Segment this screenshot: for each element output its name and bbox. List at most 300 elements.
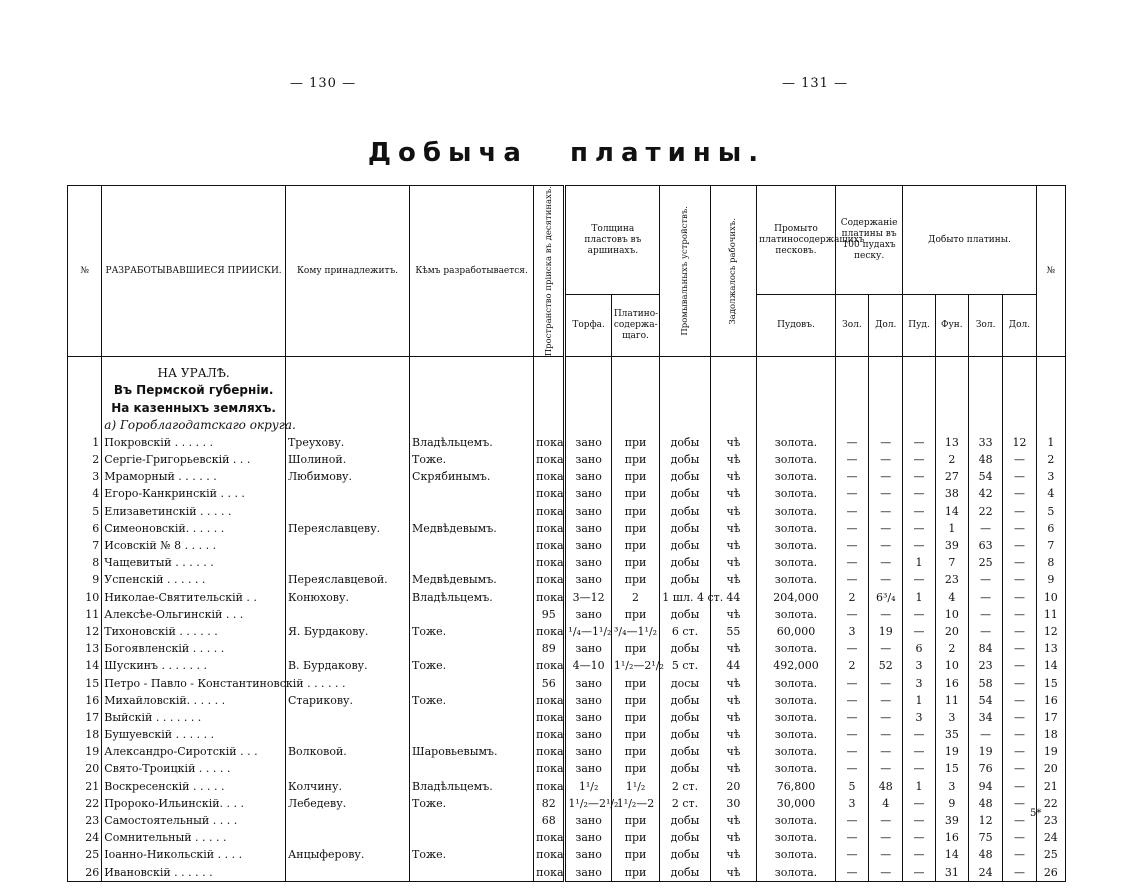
area: пока [534,847,565,864]
content-dol: — [869,726,903,743]
mined-dol: — [1003,503,1036,520]
worker: Медвѣдевымъ. [410,572,534,589]
mined-zol: 48 [968,795,1002,812]
row-number-right: 9 [1036,572,1065,589]
area: 95 [534,606,565,623]
peat-thickness: зано [565,503,611,520]
content-zol: — [835,468,868,485]
worker [410,486,534,503]
mined-dol: — [1003,812,1036,829]
devices: 6 ст. [660,623,710,640]
header-dol2: Дол. [1003,295,1036,357]
plat-thickness: 1¹/₂—2¹/₂ [611,657,659,674]
mined-dol: — [1003,520,1036,537]
poods-washed: золота. [757,743,836,760]
poods-washed: золота. [757,451,836,468]
mine-name: Сергіе-Григорьевскій . . . [102,451,286,468]
owner: Конюхову. [285,589,409,606]
content-zol: 5 [835,778,868,795]
header-workers: Задолжалось рабочихъ. [710,186,756,357]
mined-pud: 1 [903,778,935,795]
table-row [68,468,1066,485]
content-dol: — [869,864,903,882]
row-number: 5 [68,503,102,520]
peat-thickness: зано [565,743,611,760]
content-zol: 3 [835,795,868,812]
table-row [68,864,1066,882]
mined-fun: 19 [935,743,968,760]
owner [285,709,409,726]
table-row [68,486,1066,503]
area: пока [534,829,565,846]
mined-fun: 7 [935,554,968,571]
plat-thickness: при [611,554,659,571]
devices: добы [660,606,710,623]
worker: Тоже. [410,623,534,640]
area: пока [534,589,565,606]
plat-thickness: ³/₄—1¹/₂ [611,623,659,640]
plat-thickness: 1¹/₂—2 [611,795,659,812]
page-title: Добыча платины. [367,138,766,168]
content-dol: — [869,554,903,571]
plat-thickness: при [611,486,659,503]
area: пока [534,692,565,709]
plat-thickness: при [611,675,659,692]
row-number-right: 4 [1036,486,1065,503]
mined-fun: 39 [935,812,968,829]
content-zol: — [835,692,868,709]
mined-pud: — [903,743,935,760]
mine-name: Николае-Святительскій . . [102,589,286,606]
row-number: 25 [68,847,102,864]
plat-thickness: при [611,640,659,657]
mined-pud: — [903,572,935,589]
row-number-right: 16 [1036,692,1065,709]
mined-dol: — [1003,692,1036,709]
mined-fun: 2 [935,640,968,657]
row-number: 14 [68,657,102,674]
poods-washed: золота. [757,537,836,554]
plat-thickness: при [611,761,659,778]
mine-name: Михайловскій. . . . . . [102,692,286,709]
poods-washed: 76,800 [757,778,836,795]
owner: Колчину. [285,778,409,795]
mined-fun: 16 [935,675,968,692]
mined-fun: 20 [935,623,968,640]
content-zol: — [835,486,868,503]
workers: чѣ [710,503,756,520]
mined-pud: — [903,847,935,864]
mined-dol: — [1003,468,1036,485]
content-zol: — [835,743,868,760]
poods-washed: золота. [757,640,836,657]
peat-thickness: 1¹/₂ [565,778,611,795]
workers: 30 [710,795,756,812]
row-number-right: 2 [1036,451,1065,468]
owner [285,829,409,846]
area: пока [534,451,565,468]
mined-fun: 15 [935,761,968,778]
workers: чѣ [710,761,756,778]
area: пока [534,761,565,778]
mined-fun: 39 [935,537,968,554]
content-zol: — [835,434,868,451]
peat-thickness: зано [565,434,611,451]
mined-pud: — [903,829,935,846]
row-number: 15 [68,675,102,692]
worker: Медвѣдевымъ. [410,520,534,537]
content-zol: — [835,554,868,571]
row-number-right: 17 [1036,709,1065,726]
worker: Тоже. [410,657,534,674]
poods-washed: 30,000 [757,795,836,812]
plat-thickness: при [611,692,659,709]
workers: чѣ [710,829,756,846]
mined-fun: 16 [935,829,968,846]
devices: добы [660,640,710,657]
mined-dol: 12 [1003,434,1036,451]
mined-fun: 35 [935,726,968,743]
section-heading: а) Гороблагодатскаго округа. [102,417,286,434]
mine-name: Мраморный . . . . . . [102,468,286,485]
table-row [68,434,1066,451]
plat-thickness: при [611,847,659,864]
poods-washed: золота. [757,503,836,520]
row-number-right: 12 [1036,623,1065,640]
worker [410,761,534,778]
mined-fun: 10 [935,606,968,623]
mined-zol: — [968,606,1002,623]
mine-name: Ивановскій . . . . . . [102,864,286,882]
workers: чѣ [710,572,756,589]
workers: чѣ [710,451,756,468]
mined-dol: — [1003,726,1036,743]
worker [410,640,534,657]
owner: Переяславцевой. [285,572,409,589]
owner: Треухову. [285,434,409,451]
mine-name: Симеоновскій. . . . . . [102,520,286,537]
row-number-right: 5 [1036,503,1065,520]
peat-thickness: зано [565,761,611,778]
peat-thickness: зано [565,451,611,468]
peat-thickness: 4—10 [565,657,611,674]
mined-dol: — [1003,572,1036,589]
content-dol: 19 [869,623,903,640]
content-zol: — [835,829,868,846]
mined-pud: 3 [903,709,935,726]
mined-fun: 14 [935,847,968,864]
mined-fun: 27 [935,468,968,485]
owner [285,726,409,743]
worker [410,675,534,692]
mined-zol: 23 [968,657,1002,674]
table-row [68,503,1066,520]
mined-pud: — [903,864,935,882]
content-dol: — [869,743,903,760]
owner [285,554,409,571]
mine-name: Петро - Павло - Константиновскій . . . . . . [102,675,286,692]
content-zol: — [835,520,868,537]
workers: чѣ [710,434,756,451]
owner: Волковой. [285,743,409,760]
row-number: 19 [68,743,102,760]
mined-dol: — [1003,640,1036,657]
plat-thickness: при [611,434,659,451]
mined-zol: 84 [968,640,1002,657]
devices: добы [660,503,710,520]
row-number: 1 [68,434,102,451]
content-zol: — [835,572,868,589]
plat-thickness: при [611,520,659,537]
header-peat: Торфа. [565,295,611,357]
workers: 55 [710,623,756,640]
header-washed: Промыто платиносодержащихъ песковъ. [757,186,836,295]
devices: добы [660,726,710,743]
mined-zol: 24 [968,864,1002,882]
worker: Владѣльцемъ. [410,434,534,451]
owner: Старикову. [285,692,409,709]
mined-zol: 12 [968,812,1002,829]
poods-washed: золота. [757,434,836,451]
peat-thickness: зано [565,572,611,589]
section-row [68,365,1066,382]
peat-thickness: зано [565,520,611,537]
row-number: 10 [68,589,102,606]
plat-thickness: при [611,829,659,846]
row-number-right: 22 [1036,795,1065,812]
mined-dol: — [1003,554,1036,571]
worker [410,554,534,571]
row-number-right: 23 [1036,812,1065,829]
peat-thickness: зано [565,554,611,571]
peat-thickness: зано [565,640,611,657]
peat-thickness: ¹/₄—1¹/₂ [565,623,611,640]
mine-name: Сомнительный . . . . . [102,829,286,846]
peat-thickness: зано [565,847,611,864]
owner: В. Бурдакову. [285,657,409,674]
workers: чѣ [710,743,756,760]
platinum-table [67,185,1066,882]
content-dol: — [869,537,903,554]
mined-fun: 23 [935,572,968,589]
mine-name: Самостоятельный . . . . [102,812,286,829]
content-zol: — [835,726,868,743]
content-zol: — [835,709,868,726]
content-zol: — [835,537,868,554]
peat-thickness: зано [565,709,611,726]
area: пока [534,537,565,554]
owner: Переяславцеву. [285,520,409,537]
area: пока [534,709,565,726]
devices: добы [660,812,710,829]
header-no: № [68,186,102,357]
section-heading: Въ Пермской губерніи. [102,382,286,399]
row-number-right: 20 [1036,761,1065,778]
mined-pud: — [903,812,935,829]
area: пока [534,503,565,520]
mine-name: Іоанно-Никольскій . . . . [102,847,286,864]
plat-thickness: при [611,537,659,554]
poods-washed: 204,000 [757,589,836,606]
poods-washed: золота. [757,864,836,882]
devices: добы [660,486,710,503]
owner: Лебедеву. [285,795,409,812]
table-row [68,761,1066,778]
table-row [68,675,1066,692]
devices: добы [660,709,710,726]
workers: чѣ [710,864,756,882]
mined-zol: 48 [968,847,1002,864]
mined-dol: — [1003,761,1036,778]
workers: чѣ [710,709,756,726]
content-dol: 52 [869,657,903,674]
owner [285,640,409,657]
content-zol: — [835,675,868,692]
area: пока [534,743,565,760]
header-poods: Пудовъ. [757,295,836,357]
row-number: 8 [68,554,102,571]
plat-thickness: при [611,606,659,623]
mine-name: Свято-Троицкій . . . . . [102,761,286,778]
content-dol: — [869,847,903,864]
content-dol: — [869,468,903,485]
area: пока [534,520,565,537]
poods-washed: золота. [757,761,836,778]
row-number: 13 [68,640,102,657]
poods-washed: 492,000 [757,657,836,674]
mined-zol: 42 [968,486,1002,503]
footnote-mark: 5* [1030,808,1042,819]
devices: добы [660,554,710,571]
section-heading: НА УРАЛѢ. [102,365,286,382]
mine-name: Исовскій № 8 . . . . . [102,537,286,554]
content-dol: 48 [869,778,903,795]
content-dol: — [869,572,903,589]
mined-fun: 38 [935,486,968,503]
row-number-right: 21 [1036,778,1065,795]
row-number: 11 [68,606,102,623]
area: 56 [534,675,565,692]
worker [410,606,534,623]
table-header [68,186,1066,357]
header-mine: РАЗРАБОТЫВАВШИЕСЯ ПРИИСКИ. [102,186,286,357]
section-row [68,400,1066,417]
mined-dol: — [1003,829,1036,846]
mined-pud: — [903,503,935,520]
mined-zol: 54 [968,692,1002,709]
mined-dol: — [1003,847,1036,864]
row-number: 24 [68,829,102,846]
mine-name: Пророко-Ильинскій. . . . [102,795,286,812]
row-number: 20 [68,761,102,778]
devices: добы [660,520,710,537]
table-row [68,657,1066,674]
devices: добы [660,451,710,468]
mine-name: Тихоновскій . . . . . . [102,623,286,640]
table-row [68,847,1066,864]
header-content: Содержаніе платины въ 100 пудахъ песку. [835,186,903,295]
mined-pud: 1 [903,554,935,571]
content-dol: — [869,434,903,451]
row-number: 23 [68,812,102,829]
workers: чѣ [710,640,756,657]
table-body [68,357,1066,882]
mined-zol: 22 [968,503,1002,520]
poods-washed: золота. [757,829,836,846]
content-zol: — [835,864,868,882]
mined-pud: — [903,537,935,554]
devices: досы [660,675,710,692]
section-row [68,417,1066,434]
content-dol: — [869,451,903,468]
owner [285,606,409,623]
workers: чѣ [710,537,756,554]
header-pud: Пуд. [903,295,935,357]
mined-fun: 9 [935,795,968,812]
row-number: 4 [68,486,102,503]
worker [410,864,534,882]
table-row [68,537,1066,554]
worker [410,709,534,726]
plat-thickness: при [611,503,659,520]
mined-dol: — [1003,589,1036,606]
worker: Владѣльцемъ. [410,589,534,606]
devices: добы [660,468,710,485]
mine-name: Выйскій . . . . . . . [102,709,286,726]
peat-thickness: зано [565,606,611,623]
table-row [68,692,1066,709]
mined-zol: 76 [968,761,1002,778]
mined-pud: — [903,761,935,778]
row-number: 17 [68,709,102,726]
mined-pud: — [903,623,935,640]
content-dol: — [869,692,903,709]
row-number-right: 18 [1036,726,1065,743]
content-zol: — [835,606,868,623]
table-row [68,606,1066,623]
plat-thickness: при [611,726,659,743]
workers: чѣ [710,692,756,709]
mined-zol: 19 [968,743,1002,760]
area: 89 [534,640,565,657]
content-zol: 2 [835,589,868,606]
owner [285,864,409,882]
header-owner: Кому принадлежитъ. [285,186,409,357]
mine-name: Воскресенскій . . . . . [102,778,286,795]
header-fun: Фун. [935,295,968,357]
workers: чѣ [710,554,756,571]
devices: добы [660,537,710,554]
mined-pud: — [903,606,935,623]
table-row [68,829,1066,846]
mined-dol: — [1003,795,1036,812]
owner: Я. Бурдакову. [285,623,409,640]
page-number-right: — 131 — [782,76,849,91]
mined-dol: — [1003,451,1036,468]
header-devices: Промывальныхъ устройствъ. [660,186,710,357]
header-no-right: № [1036,186,1065,357]
header-worker: Кѣмъ разработывается. [410,186,534,357]
mined-fun: 13 [935,434,968,451]
mined-dol: — [1003,778,1036,795]
area: пока [534,468,565,485]
mine-name: Егоро-Канкринскій . . . . [102,486,286,503]
row-number: 21 [68,778,102,795]
mined-zol: — [968,589,1002,606]
plat-thickness: при [611,743,659,760]
workers: чѣ [710,606,756,623]
mined-zol: — [968,623,1002,640]
